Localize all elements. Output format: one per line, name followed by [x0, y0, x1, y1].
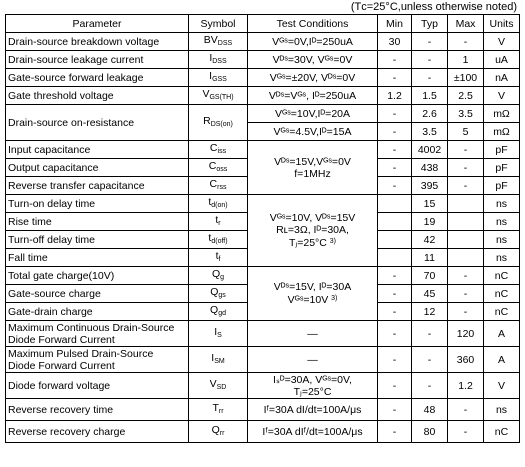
electrical-characteristics-table [5, 14, 520, 443]
min-cell: - [378, 303, 412, 321]
table-row [6, 33, 520, 51]
unit-cell: ns [484, 195, 520, 213]
param-cell: Reverse transfer capacitance [6, 177, 189, 195]
symbol-cell: $t_{d(off)}$ [189, 231, 248, 249]
max-cell: - [448, 399, 484, 421]
typ-cell: 438 [412, 159, 448, 177]
table-row [6, 399, 520, 421]
max-cell: - [448, 159, 484, 177]
param-cell: Reverse recovery charge [6, 421, 189, 443]
max-cell: 360 [448, 347, 484, 373]
typ-cell: 11 [412, 249, 448, 267]
min-cell: - [378, 267, 412, 285]
max-cell: - [448, 285, 484, 303]
table-row [6, 267, 520, 285]
min-cell [378, 195, 412, 213]
max-cell: - [448, 141, 484, 159]
param-cell: Gate-source forward leakage [6, 69, 189, 87]
table-row [6, 421, 520, 443]
max-cell: - [448, 421, 484, 443]
unit-cell: nC [484, 267, 520, 285]
max-cell: 1.2 [448, 373, 484, 399]
unit-cell: A [484, 347, 520, 373]
symbol-cell: $t_f$ [189, 249, 248, 267]
unit-cell: pF [484, 141, 520, 159]
conditions-note: (Tᴄ=25°C,unless otherwise noted) [350, 1, 517, 13]
unit-cell: ns [484, 213, 520, 231]
header-typ: Typ [412, 15, 448, 33]
min-cell: - [378, 373, 412, 399]
min-cell [378, 231, 412, 249]
min-cell: - [378, 69, 412, 87]
symbol-cell: $Q_{rr}$ [189, 421, 248, 443]
unit-cell: ns [484, 231, 520, 249]
min-cell: - [378, 421, 412, 443]
header-min: Min [378, 15, 412, 33]
typ-cell: 15 [412, 195, 448, 213]
condition-cell: Iₛᴰ=30A, Vᴳˢ=0V, Tⱼ=25°C [248, 373, 378, 399]
unit-cell: nC [484, 285, 520, 303]
unit-cell: uA [484, 51, 520, 69]
symbol-cell: $BV_{DSS}$ [189, 33, 248, 51]
unit-cell: nC [484, 303, 520, 321]
symbol-cell: $R_{DS(on)}$ [189, 105, 248, 141]
max-cell [448, 195, 484, 213]
max-cell: 3.5 [448, 105, 484, 123]
typ-cell: - [412, 51, 448, 69]
symbol-cell: $C_{iss}$ [189, 141, 248, 159]
symbol-cell: $Q_g$ [189, 267, 248, 285]
symbol-cell: $t_{d(on)}$ [189, 195, 248, 213]
condition-cell: Iᶠ=30A dI/dt=100A/μs [248, 399, 378, 421]
typ-cell: 3.5 [412, 123, 448, 141]
max-cell: - [448, 177, 484, 195]
table-row [6, 51, 520, 69]
typ-cell: 4002 [412, 141, 448, 159]
min-cell [378, 249, 412, 267]
header-max: Max [448, 15, 484, 33]
typ-cell: 42 [412, 231, 448, 249]
param-cell: Maximum Pulsed Drain-Source Diode Forward Current [6, 347, 189, 373]
min-cell: - [378, 123, 412, 141]
header-conditions: Test Conditions [248, 15, 378, 33]
symbol-cell: $I_{DSS}$ [189, 51, 248, 69]
param-cell: Gate threshold voltage [6, 87, 189, 105]
typ-cell: - [412, 321, 448, 347]
typ-cell: - [412, 69, 448, 87]
typ-cell: 48 [412, 399, 448, 421]
min-cell: - [378, 51, 412, 69]
unit-cell: pF [484, 177, 520, 195]
min-cell: 30 [378, 33, 412, 51]
condition-cell: Vᴳˢ=10V,Iᴰ=20A [248, 105, 378, 123]
param-cell: Drain-source on-resistance [6, 105, 189, 141]
param-cell: Turn-on delay time [6, 195, 189, 213]
condition-cell: Vᴳˢ=±20V, Vᴰˢ=0V [248, 69, 378, 87]
max-cell [448, 249, 484, 267]
param-cell: Reverse recovery time [6, 399, 189, 421]
condition-cell: Vᴰˢ=30V, Vᴳˢ=0V [248, 51, 378, 69]
min-cell: - [378, 159, 412, 177]
param-cell: Rise time [6, 213, 189, 231]
param-cell: Turn-off delay time [6, 231, 189, 249]
condition-cell: Vᴰˢ=Vᴳˢ, Iᴰ=250uA [248, 87, 378, 105]
param-cell: Output capacitance [6, 159, 189, 177]
condition-cell: Iᶠ=30A dIᶠ/dt=100A/μs [248, 421, 378, 443]
min-cell: 1.2 [378, 87, 412, 105]
condition-cell: Vᴳˢ=10V, Vᴰˢ=15V Rʟ=3Ω, Iᴰ=30A, Tⱼ=25°C $^{3)}$ [248, 195, 378, 267]
typ-cell: - [412, 33, 448, 51]
symbol-cell: $V_{GS(TH)}$ [189, 87, 248, 105]
symbol-cell: $C_{oss}$ [189, 159, 248, 177]
header-units: Units [484, 15, 520, 33]
condition-cell: Vᴰˢ=15V, Iᴰ=30A Vᴳˢ=10V $^{3)}$ [248, 267, 378, 321]
condition-cell: Vᴳˢ=0V,Iᴰ=250uA [248, 33, 378, 51]
table-row [6, 195, 520, 213]
condition-cell: Vᴳˢ=4.5V,Iᴰ=15A [248, 123, 378, 141]
table-row [6, 321, 520, 347]
min-cell: - [378, 347, 412, 373]
symbol-cell: $Q_{gs}$ [189, 285, 248, 303]
unit-cell: V [484, 33, 520, 51]
typ-cell: 395 [412, 177, 448, 195]
param-cell: Fall time [6, 249, 189, 267]
param-cell: Diode forward voltage [6, 373, 189, 399]
header-parameter: Parameter [6, 15, 189, 33]
symbol-cell: $T_{rr}$ [189, 399, 248, 421]
unit-cell: ns [484, 249, 520, 267]
max-cell: 1 [448, 51, 484, 69]
param-cell: Drain-source leakage current [6, 51, 189, 69]
unit-cell: mΩ [484, 105, 520, 123]
table-row [6, 373, 520, 399]
min-cell [378, 213, 412, 231]
unit-cell: V [484, 373, 520, 399]
condition-cell: — [248, 321, 378, 347]
typ-cell: 2.6 [412, 105, 448, 123]
param-cell: Gate-drain charge [6, 303, 189, 321]
symbol-cell: $V_{SD}$ [189, 373, 248, 399]
max-cell [448, 213, 484, 231]
max-cell: - [448, 33, 484, 51]
typ-cell: 70 [412, 267, 448, 285]
symbol-cell: $t_r$ [189, 213, 248, 231]
unit-cell: nC [484, 421, 520, 443]
max-cell: - [448, 303, 484, 321]
typ-cell: 12 [412, 303, 448, 321]
max-cell: 2.5 [448, 87, 484, 105]
condition-cell: Vᴰˢ=15V,Vᴳˢ=0V f=1MHz [248, 141, 378, 195]
unit-cell: mΩ [484, 123, 520, 141]
symbol-cell: $C_{rss}$ [189, 177, 248, 195]
max-cell [448, 231, 484, 249]
typ-cell: 1.5 [412, 87, 448, 105]
table-row [6, 347, 520, 373]
min-cell: - [378, 285, 412, 303]
condition-cell: — [248, 347, 378, 373]
min-cell: - [378, 321, 412, 347]
typ-cell: 80 [412, 421, 448, 443]
header-row [6, 15, 520, 33]
symbol-cell: $I_{GSS}$ [189, 69, 248, 87]
max-cell: 5 [448, 123, 484, 141]
symbol-cell: $I_S$ [189, 321, 248, 347]
symbol-cell: $I_{SM}$ [189, 347, 248, 373]
unit-cell: A [484, 321, 520, 347]
unit-cell: nA [484, 69, 520, 87]
param-cell: Maximum Continuous Drain-Source Diode Forward Current [6, 321, 189, 347]
min-cell: - [378, 399, 412, 421]
max-cell: ±100 [448, 69, 484, 87]
typ-cell: - [412, 347, 448, 373]
symbol-cell: $Q_{gd}$ [189, 303, 248, 321]
typ-cell: 19 [412, 213, 448, 231]
table-row [6, 141, 520, 159]
param-cell: Input capacitance [6, 141, 189, 159]
min-cell: - [378, 105, 412, 123]
typ-cell: 45 [412, 285, 448, 303]
table-row [6, 69, 520, 87]
max-cell: - [448, 267, 484, 285]
unit-cell: ns [484, 399, 520, 421]
table-row [6, 105, 520, 123]
unit-cell: V [484, 87, 520, 105]
min-cell: - [378, 141, 412, 159]
unit-cell: pF [484, 159, 520, 177]
param-cell: Gate-source charge [6, 285, 189, 303]
param-cell: Drain-source breakdown voltage [6, 33, 189, 51]
table-row [6, 87, 520, 105]
param-cell: Total gate charge(10V) [6, 267, 189, 285]
max-cell: 120 [448, 321, 484, 347]
typ-cell: - [412, 373, 448, 399]
header-symbol: Symbol [189, 15, 248, 33]
min-cell: - [378, 177, 412, 195]
